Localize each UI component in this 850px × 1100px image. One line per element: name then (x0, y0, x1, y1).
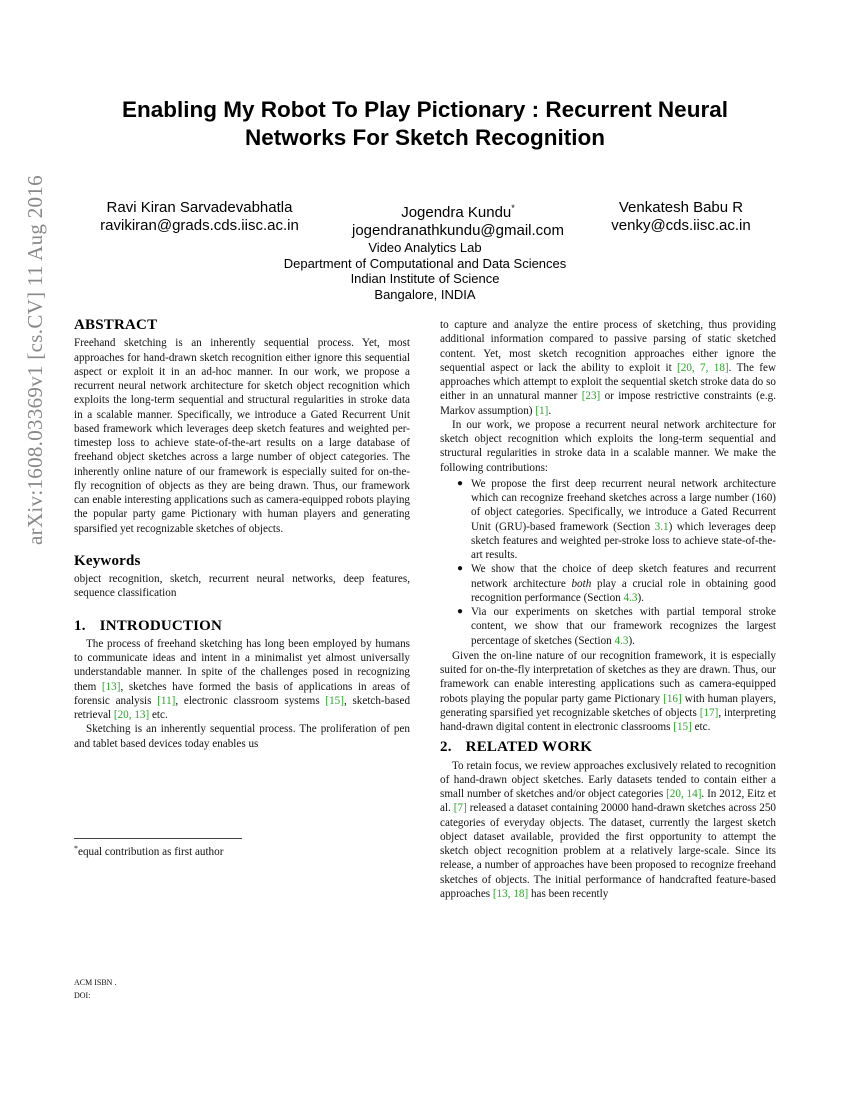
text-run: . (548, 404, 552, 417)
text-run: , electronic classroom systems (175, 694, 326, 707)
text-run: We propose the first deep recurrent neural network architecture which can recognize freehand sketches across a large number (160) of object categories. Specifically, we introduce a Gated Recurrent Unit (GRU)-based framework (Section (471, 477, 776, 533)
acm-isbn: ACM ISBN . (74, 978, 117, 987)
keywords-heading: Keywords (74, 552, 141, 569)
footnote-marker: * (74, 844, 78, 853)
author-email: venky@cds.iisc.ac.in (611, 217, 751, 234)
text-run: ) which leverages deep sketch features and weighted per-stroke loss to achieve state-of-the-art results. (471, 520, 776, 561)
text-run: To retain focus, we review approaches exclusively related to recognition of hand-drawn object sketches. Early datasets tended to contain either a small number of sketches and/or object categories (440, 759, 776, 800)
author-name: Jogendra Kundu (401, 204, 512, 221)
citation-link[interactable]: [15] (325, 694, 344, 707)
citation-link[interactable]: [17] (699, 706, 719, 719)
citation-link[interactable]: [20, 14] (666, 788, 702, 800)
intro-paragraph-2: Sketching is an inherently sequential process. The proliferation of pen and tablet based devices today enables us (74, 723, 410, 750)
citation-link[interactable]: [1] (535, 404, 549, 417)
section-link[interactable]: 3.1 (654, 520, 669, 533)
bullet-icon: ● (457, 477, 464, 489)
text-run: The process of freehand sketching has long been employed by humans to communicate ideas and intent in a minimalist yet almost universally understandable manner. In spite of the challenges posed in recognizing them (74, 637, 410, 693)
affiliation-inst: Indian Institute of Science (350, 271, 500, 286)
citation-link[interactable]: [11] (157, 694, 176, 707)
list-item (457, 605, 776, 648)
author-name: Venkatesh Babu R (618, 199, 744, 216)
text-run: Via our experiments on sketches with partial temporal stroke content, we show that our framework recognizes the largest percentage of sketches (Section (471, 606, 776, 647)
contributions-list (440, 477, 776, 648)
citation-link[interactable]: [15] (673, 721, 692, 733)
author-email: ravikiran@grads.cds.iisc.ac.in (100, 217, 299, 234)
section-number: 2. (440, 739, 452, 756)
text-run: , sketches have formed the basis of applications in areas of forensic analysis (74, 680, 410, 707)
section-link[interactable]: 4.3 (623, 591, 638, 604)
related-paragraph (440, 759, 776, 902)
right-column (440, 318, 776, 912)
intro-paragraph-5 (440, 649, 776, 735)
intro-paragraph-1 (74, 637, 410, 723)
author-block (82, 199, 317, 235)
affiliation-city: Bangalore, INDIA (374, 286, 476, 302)
citation-link[interactable]: [23] (581, 390, 601, 403)
text-run: . The few approaches which attempt to exploit the sequential sketch stroke data do so either in an unnatural manner (440, 361, 776, 403)
bullet-icon: ● (457, 563, 464, 575)
related-work-section (440, 740, 776, 901)
text-run: has been recently (528, 887, 609, 900)
acm-doi: DOI: (74, 991, 91, 1000)
citation-link[interactable]: [20, 7, 18] (677, 361, 729, 374)
emphasis: both (571, 577, 592, 590)
intro-paragraph-3 (440, 318, 776, 418)
text-run: with human players, generating sparsified yet recognizable sketches of objects (440, 692, 776, 719)
section-link[interactable]: 4.3 (614, 634, 629, 647)
text-run: etc. (149, 709, 168, 721)
text-run: . In 2012, Eitz et al. (440, 788, 776, 815)
title-line-1: Enabling My Robot To Play Pictionary : Recurrent Neural (122, 97, 728, 122)
text-run: ). (637, 591, 644, 604)
author-name: Ravi Kiran Sarvadevabhatla (106, 199, 293, 216)
text-run: We show that the choice of deep sketch features and recurrent network architecture (471, 563, 776, 590)
text-run: , interpreting hand-drawn digital content in electronic classrooms (440, 706, 776, 733)
text-run: etc. (691, 721, 711, 733)
text-run: or impose restrictive constraints (e.g. Markov assumption) (440, 390, 776, 417)
related-work-heading (440, 740, 776, 754)
text-run: ). (628, 634, 635, 647)
citation-link[interactable]: [13, 18] (492, 887, 529, 900)
section-title: INTRODUCTION (99, 617, 223, 634)
footnote-divider (74, 838, 242, 839)
section-number: 1. (74, 617, 86, 634)
abstract-heading: ABSTRACT (74, 317, 158, 333)
affiliation-dept: Department of Computational and Data Sciences (283, 255, 567, 271)
left-column (74, 318, 410, 762)
affiliation-lab: Video Analytics Lab (368, 240, 482, 255)
text-run: , sketch-based retrieval (74, 694, 411, 721)
author-block (333, 199, 583, 240)
list-item (457, 562, 776, 605)
citation-link[interactable]: [7] (453, 802, 467, 815)
keywords-text: object recognition, sketch, recurrent neural networks, deep features, sequence classification (74, 573, 410, 600)
intro-paragraph-4: In our work, we propose a recurrent neural network architecture for sketch object recognition which exploits the long-term sequential and structural regularities in stroke data in a scalable manner. We make the following contributions: (440, 418, 776, 474)
text-run: play a crucial role in obtaining good recognition performance (Section (471, 577, 776, 604)
citation-link[interactable]: [13] (101, 680, 121, 693)
title-line-2: Networks For Sketch Recognition (244, 125, 606, 150)
list-item (457, 477, 776, 563)
introduction-section (74, 619, 410, 751)
paper-title (60, 96, 790, 152)
introduction-heading (74, 619, 410, 633)
text-run: released a dataset containing 20000 hand-drawn sketches across 250 categories of everyday objects. The dataset, currently the largest sketch object dataset available, provided the first opportunity to attempt the sketch object recognition problem at a relatively large-scale. Since its release, a number of approaches have been proposed to recognize freehand sketches of objects. The initial performance of handcrafted feature-based approaches (440, 802, 776, 900)
text-run: Given the on-line nature of our recognition framework, it is especially suited for on-the-fly interpretation of sketches as they are drawn. Thus, our framework can enable interesting applications such as camera-equipped robots playing the popular party game Pictionary (440, 649, 776, 705)
citation-link[interactable]: [16] (663, 692, 682, 705)
acm-info (74, 976, 116, 1002)
footnote (74, 844, 410, 858)
author-block (596, 199, 766, 235)
affiliation (200, 240, 650, 302)
author-footnote-marker: * (511, 203, 515, 213)
abstract-section (74, 318, 410, 536)
arxiv-identifier: arXiv:1608.03369v1 [cs.CV] 11 Aug 2016 (23, 175, 47, 545)
bullet-icon: ● (457, 606, 464, 617)
abstract-text: Freehand sketching is an inherently sequential process. Yet, most approaches for hand-drawn sketch recognition either ignore this sequential aspect or exploit it in an ad-hoc manner. In our work, we propose a recurrent neural network architecture for sketch object recognition which exploits the long-term sequential and structural regularities in stroke data in a scalable manner. Specifically, we introduce a Gated Recurrent Unit based framework which leverages deep sketch features and weighted per-timestep loss to achieve state-of-the-art results on a large database of freehand object sketches across a large number of object categories. The inherently online nature of our framework is especially suited for on-the-fly recognition of objects as they are being drawn. Thus, our framework can enable interesting applications such as camera-equipped robots playing the popular party game Pictionary with human players and generating sparsified yet recognizable sketches of objects. (74, 337, 410, 535)
footnote-text: equal contribution as first author (78, 846, 224, 858)
text-run: to capture and analyze the entire process of sketching, thus providing additional information compared to passive parsing of static sketched content. Yet, most sketch recognition approaches either ignore the sequential aspect or lack the ability to exploit it (440, 319, 776, 374)
keywords-section (74, 554, 410, 601)
author-email: jogendranathkundu@gmail.com (351, 222, 565, 239)
section-title: RELATED WORK (465, 739, 593, 756)
citation-link[interactable]: [20, 13] (113, 709, 150, 721)
